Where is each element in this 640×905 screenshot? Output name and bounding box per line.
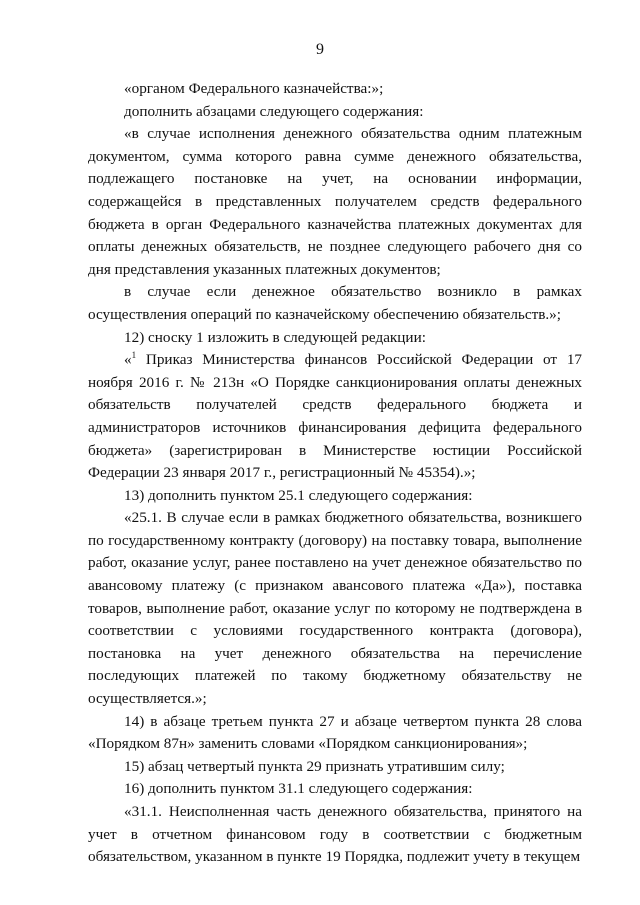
page-number: 9 — [316, 41, 324, 58]
paragraph: «25.1. В случае если в рамках бюджетного обязательства, возникшего по государственному контракту (договору) на поставку товара, выполнение работ, оказание услуг, ранее поставлено на учет денежное обязательство по авансовому платежу (с признаком авансового платежа «Да»), поставка товаров, выполнение работ, оказание услуг по которому не подтверждена в соответствии с условиями государственного контракта (договора), постановка на учет денежного обязательства на перечисление последующих платежей по такому бюджетному обязательству не осуществляется.»; — [88, 509, 582, 708]
paragraph: «органом Федерального казначейства:»; — [124, 80, 384, 97]
open-quote: « — [124, 351, 132, 369]
document-body — [88, 78, 582, 869]
footnote-text: Приказ Министерства финансов Российской Федерации от 17 ноября 2016 г. № 213н «О Порядке санкционирования оплаты денежных обязательств получателей средств федерального бюджета и администраторов источников финансирования дефицита федерального бюджета» (зарегистрирован в Министерстве юстиции Российской Федерации 23 января 2017 г., регистрационный № 45354).»; — [88, 351, 583, 482]
paragraph: 14) в абзаце третьем пункта 27 и абзаце четвертом пункта 28 слова «Порядком 87н» заменить словами «Порядком санкционирования»; — [88, 712, 582, 753]
paragraph: 12) сноску 1 изложить в следующей редакции: — [124, 328, 426, 346]
footnote-paragraph — [88, 349, 582, 485]
footnote-marker: 1 — [131, 350, 137, 361]
paragraph: в случае если денежное обязательство возникло в рамках осуществления операций по казначейскому обеспечению обязательств.»; — [88, 283, 582, 323]
paragraph: дополнить абзацами следующего содержания: — [124, 102, 424, 120]
paragraph: 13) дополнить пунктом 25.1 следующего содержания: — [124, 486, 473, 504]
paragraph: «31.1. Неисполненная часть денежного обязательства, принятого на учет в отчетном финансовом году в соответствии с бюджетным обязательством, указанном в пункте 19 Порядка, подлежит учету в текущем — [88, 803, 582, 866]
paragraph: «в случае исполнения денежного обязательства одним платежным документом, сумма которого равна сумме денежного обязательства, подлежащего постановке на учет, на основании информации, содержащейся в представленных получателем средств федерального бюджета в орган Федерального казначейства платежных документах для оплаты денежных обязательств, не позднее следующего рабочего дня со дня представления указанных платежных документов; — [88, 125, 582, 278]
paragraph: 16) дополнить пунктом 31.1 следующего содержания: — [124, 780, 473, 798]
paragraph: 15) абзац четвертый пункта 29 признать утратившим силу; — [124, 757, 505, 775]
